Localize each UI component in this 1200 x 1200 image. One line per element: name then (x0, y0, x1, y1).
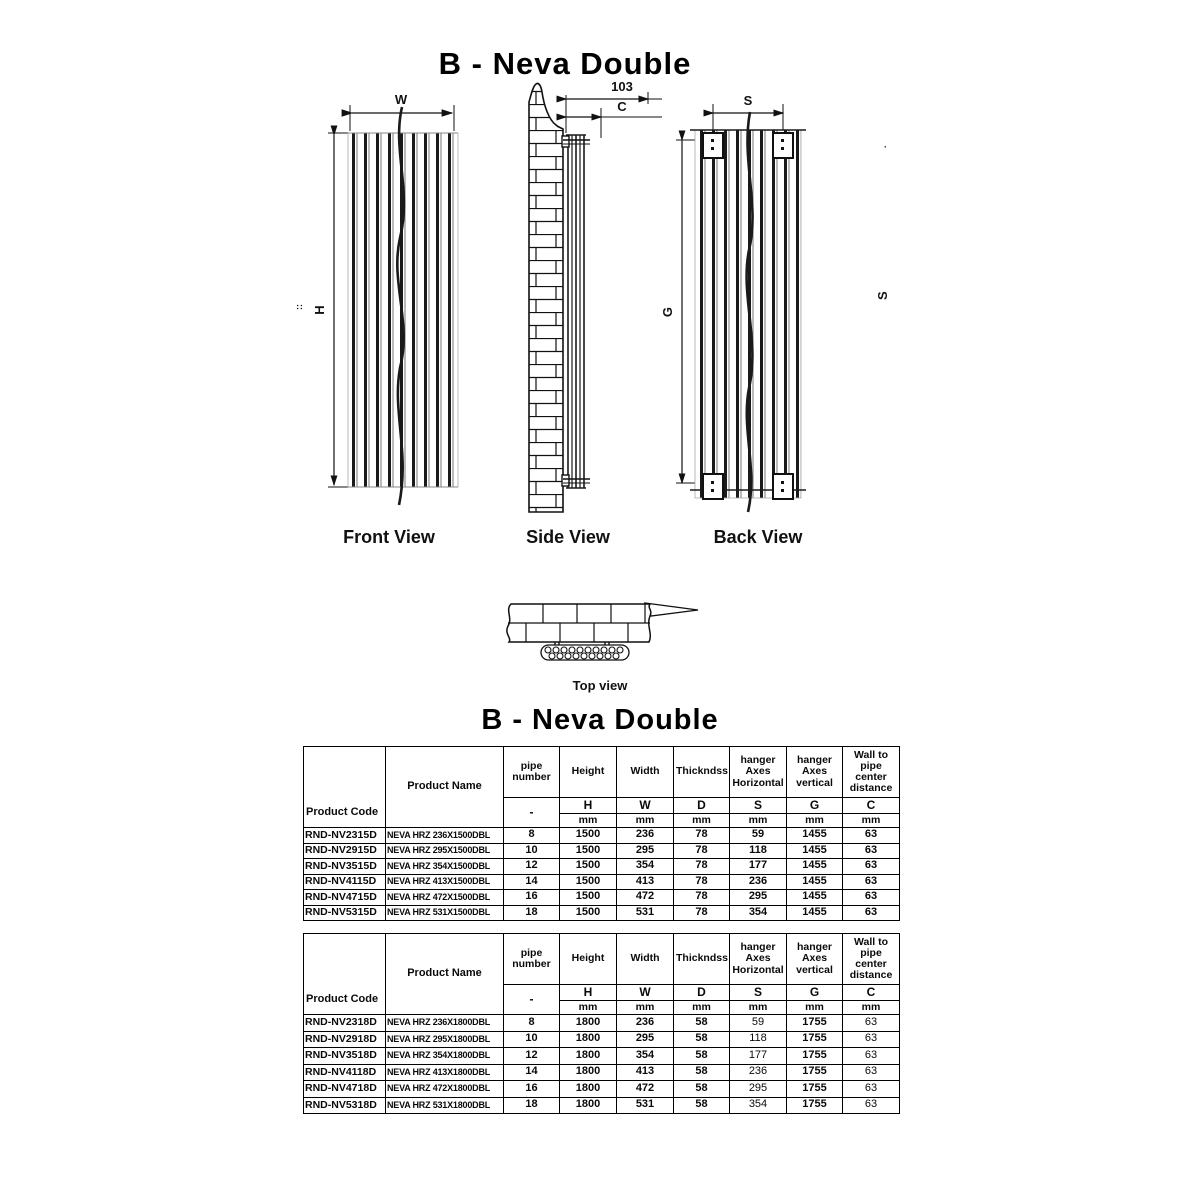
right-edge-tick: · (884, 142, 887, 152)
cell-width: 472 (617, 1081, 674, 1098)
table-row (304, 1081, 900, 1098)
cell-height: 1500 (560, 843, 617, 859)
cell-product_code: RND-NV5315D (304, 905, 386, 921)
col-subheader-width: W (617, 985, 674, 1001)
col-unit-hanger_v: mm (787, 1001, 843, 1015)
cell-height: 1500 (560, 905, 617, 921)
cell-product_code: RND-NV5318D (304, 1097, 386, 1114)
col-subheader-height: H (560, 798, 617, 814)
cell-product_name: NEVA HRZ 413X1800DBL (386, 1064, 504, 1081)
cell-product_code: RND-NV4715D (304, 890, 386, 906)
cell-hanger_h: 354 (730, 1097, 787, 1114)
front-width-dim-label: W (394, 92, 408, 107)
cell-pipe_number: 14 (504, 1064, 560, 1081)
top-view (507, 603, 698, 693)
cell-width: 295 (617, 1031, 674, 1048)
cell-product_code: RND-NV2918D (304, 1031, 386, 1048)
top-view-label: Top view (572, 678, 628, 693)
cell-hanger_v: 1755 (787, 1081, 843, 1098)
cell-wall_c: 63 (843, 1097, 900, 1114)
col-subheader-hanger_h: S (730, 985, 787, 1001)
cell-wall_c: 63 (843, 1048, 900, 1065)
cell-pipe_number: 8 (504, 1015, 560, 1032)
cell-hanger_v: 1455 (787, 874, 843, 890)
col-subheader-pipe_number: - (504, 798, 560, 828)
cell-product_name: NEVA HRZ 236X1500DBL (386, 828, 504, 844)
front-margin-mark: :: (294, 304, 304, 310)
top-view-tubes (541, 645, 629, 660)
cell-width: 472 (617, 890, 674, 906)
cell-pipe_number: 8 (504, 828, 560, 844)
col-header-thickness: Thickndss (674, 934, 730, 985)
cell-hanger_h: 177 (730, 859, 787, 875)
cell-thickness: 58 (674, 1081, 730, 1098)
col-subheader-thickness: D (674, 798, 730, 814)
col-subheader-wall_c: C (843, 985, 900, 1001)
col-subheader-wall_c: C (843, 798, 900, 814)
diagram-title: B - Neva Double (438, 46, 692, 81)
table-row (304, 1064, 900, 1081)
cell-pipe_number: 14 (504, 874, 560, 890)
cell-pipe_number: 12 (504, 1048, 560, 1065)
cell-pipe_number: 12 (504, 859, 560, 875)
back-hanger-vertical-dim-label: G (660, 306, 675, 318)
cell-hanger_v: 1755 (787, 1031, 843, 1048)
table-row (304, 843, 900, 859)
col-unit-thickness: mm (674, 1001, 730, 1015)
col-subheader-hanger_v: G (787, 798, 843, 814)
cell-width: 354 (617, 1048, 674, 1065)
cell-height: 1500 (560, 859, 617, 875)
table-row (304, 859, 900, 875)
cell-hanger_v: 1455 (787, 828, 843, 844)
back-hanger-bottom-right (773, 474, 793, 499)
cell-hanger_h: 354 (730, 905, 787, 921)
col-subheader-hanger_h: S (730, 798, 787, 814)
col-unit-wall_c: mm (843, 1001, 900, 1015)
side-wall-to-pipe-dim-label: C (617, 99, 627, 114)
cell-product_name: NEVA HRZ 354X1500DBL (386, 859, 504, 875)
table-row (304, 1031, 900, 1048)
cell-thickness: 78 (674, 859, 730, 875)
cell-thickness: 58 (674, 1097, 730, 1114)
cell-height: 1800 (560, 1031, 617, 1048)
col-header-wall_c: Wall to pipe center distance (843, 934, 900, 985)
side-view (526, 79, 662, 547)
col-header-product_name: Product Name (386, 934, 504, 1015)
cell-thickness: 78 (674, 890, 730, 906)
cell-product_code: RND-NV2315D (304, 828, 386, 844)
cell-hanger_h: 177 (730, 1048, 787, 1065)
table-row (304, 828, 900, 844)
cell-pipe_number: 10 (504, 1031, 560, 1048)
cell-width: 413 (617, 1064, 674, 1081)
col-header-pipe_number: pipe number (504, 934, 560, 985)
cell-thickness: 78 (674, 905, 730, 921)
cell-height: 1500 (560, 874, 617, 890)
cell-thickness: 78 (674, 828, 730, 844)
cell-wall_c: 63 (843, 874, 900, 890)
col-header-thickness: Thickndss (674, 747, 730, 798)
cell-product_code: RND-NV3515D (304, 859, 386, 875)
cell-product_code: RND-NV3518D (304, 1048, 386, 1065)
cell-height: 1800 (560, 1097, 617, 1114)
col-subheader-hanger_v: G (787, 985, 843, 1001)
wall-section (529, 83, 563, 512)
cell-product_name: NEVA HRZ 472X1500DBL (386, 890, 504, 906)
col-subheader-width: W (617, 798, 674, 814)
col-unit-width: mm (617, 1001, 674, 1015)
col-header-hanger_v: hanger Axes vertical (787, 747, 843, 798)
cell-thickness: 78 (674, 874, 730, 890)
back-hanger-horizontal-dim-label: S (743, 93, 753, 108)
cell-hanger_h: 118 (730, 1031, 787, 1048)
cell-width: 236 (617, 1015, 674, 1032)
cell-hanger_h: 236 (730, 1064, 787, 1081)
cell-height: 1800 (560, 1048, 617, 1065)
cell-product_name: NEVA HRZ 531X1800DBL (386, 1097, 504, 1114)
col-header-product_code: Product Code (304, 747, 386, 828)
cell-wall_c: 63 (843, 843, 900, 859)
col-header-pipe_number: pipe number (504, 747, 560, 798)
cell-hanger_v: 1755 (787, 1015, 843, 1032)
col-unit-thickness: mm (674, 814, 730, 828)
cell-product_code: RND-NV2318D (304, 1015, 386, 1032)
cell-wall_c: 63 (843, 890, 900, 906)
col-unit-hanger_h: mm (730, 1001, 787, 1015)
cell-wall_c: 63 (843, 905, 900, 921)
cell-pipe_number: 16 (504, 890, 560, 906)
tables-section-title: B - Neva Double (481, 704, 719, 736)
cell-product_name: NEVA HRZ 472X1800DBL (386, 1081, 504, 1098)
spec-table-1500 (303, 746, 900, 921)
cell-hanger_v: 1755 (787, 1097, 843, 1114)
cell-pipe_number: 18 (504, 905, 560, 921)
cell-hanger_h: 236 (730, 874, 787, 890)
side-view-label: Side View (526, 527, 610, 547)
cell-wall_c: 63 (843, 1015, 900, 1032)
cell-product_name: NEVA HRZ 531X1500DBL (386, 905, 504, 921)
cell-hanger_h: 295 (730, 1081, 787, 1098)
cell-thickness: 58 (674, 1015, 730, 1032)
cell-wall_c: 63 (843, 828, 900, 844)
col-unit-hanger_v: mm (787, 814, 843, 828)
col-subheader-height: H (560, 985, 617, 1001)
cell-width: 354 (617, 859, 674, 875)
table-row (304, 890, 900, 906)
col-header-width: Width (617, 934, 674, 985)
right-edge-letter: S (875, 291, 890, 300)
cell-product_code: RND-NV4115D (304, 874, 386, 890)
cell-width: 531 (617, 1097, 674, 1114)
table-row (304, 1048, 900, 1065)
cell-product_code: RND-NV2915D (304, 843, 386, 859)
cell-height: 1500 (560, 828, 617, 844)
cell-height: 1800 (560, 1081, 617, 1098)
front-view (294, 92, 458, 547)
back-hanger-top-left (703, 133, 723, 158)
cell-thickness: 58 (674, 1048, 730, 1065)
col-unit-height: mm (560, 1001, 617, 1015)
cell-product_name: NEVA HRZ 236X1800DBL (386, 1015, 504, 1032)
cell-hanger_h: 295 (730, 890, 787, 906)
cell-hanger_v: 1455 (787, 859, 843, 875)
cell-pipe_number: 16 (504, 1081, 560, 1098)
col-unit-width: mm (617, 814, 674, 828)
back-view-label: Back View (713, 527, 803, 547)
cell-thickness: 78 (674, 843, 730, 859)
cell-hanger_h: 59 (730, 1015, 787, 1032)
back-hanger-top-right (773, 133, 793, 158)
cell-hanger_v: 1455 (787, 905, 843, 921)
back-hanger-bottom-left (703, 474, 723, 499)
cell-hanger_v: 1755 (787, 1048, 843, 1065)
front-view-label: Front View (343, 527, 435, 547)
col-header-hanger_h: hanger Axes Horizontal (730, 747, 787, 798)
cell-hanger_h: 59 (730, 828, 787, 844)
side-depth-dim-value: 103 (611, 79, 633, 94)
cell-height: 1800 (560, 1064, 617, 1081)
col-header-height: Height (560, 934, 617, 985)
col-header-product_code: Product Code (304, 934, 386, 1015)
col-unit-hanger_h: mm (730, 814, 787, 828)
cell-product_name: NEVA HRZ 413X1500DBL (386, 874, 504, 890)
cell-hanger_v: 1755 (787, 1064, 843, 1081)
col-subheader-pipe_number: - (504, 985, 560, 1015)
col-header-width: Width (617, 747, 674, 798)
cell-thickness: 58 (674, 1064, 730, 1081)
col-header-wall_c: Wall to pipe center distance (843, 747, 900, 798)
cell-product_code: RND-NV4718D (304, 1081, 386, 1098)
cell-pipe_number: 18 (504, 1097, 560, 1114)
table-row (304, 874, 900, 890)
back-view (660, 93, 806, 547)
cell-hanger_v: 1455 (787, 843, 843, 859)
cell-wall_c: 63 (843, 1031, 900, 1048)
col-unit-wall_c: mm (843, 814, 900, 828)
cell-width: 413 (617, 874, 674, 890)
cell-wall_c: 63 (843, 1081, 900, 1098)
cell-width: 295 (617, 843, 674, 859)
spec-table-1800 (303, 933, 900, 1114)
table-row (304, 1015, 900, 1032)
cell-wall_c: 63 (843, 1064, 900, 1081)
cell-product_name: NEVA HRZ 295X1500DBL (386, 843, 504, 859)
cell-hanger_v: 1455 (787, 890, 843, 906)
col-header-height: Height (560, 747, 617, 798)
cell-hanger_h: 118 (730, 843, 787, 859)
cell-width: 236 (617, 828, 674, 844)
cell-height: 1500 (560, 890, 617, 906)
cell-height: 1800 (560, 1015, 617, 1032)
cell-wall_c: 63 (843, 859, 900, 875)
cell-product_code: RND-NV4118D (304, 1064, 386, 1081)
col-unit-height: mm (560, 814, 617, 828)
cell-width: 531 (617, 905, 674, 921)
col-header-hanger_v: hanger Axes vertical (787, 934, 843, 985)
front-height-dim-label: H (312, 305, 327, 315)
table-row (304, 905, 900, 921)
col-subheader-thickness: D (674, 985, 730, 1001)
cell-product_name: NEVA HRZ 295X1800DBL (386, 1031, 504, 1048)
col-header-product_name: Product Name (386, 747, 504, 828)
table-row (304, 1097, 900, 1114)
col-header-hanger_h: hanger Axes Horizontal (730, 934, 787, 985)
cell-product_name: NEVA HRZ 354X1800DBL (386, 1048, 504, 1065)
cell-pipe_number: 10 (504, 843, 560, 859)
cell-thickness: 58 (674, 1031, 730, 1048)
